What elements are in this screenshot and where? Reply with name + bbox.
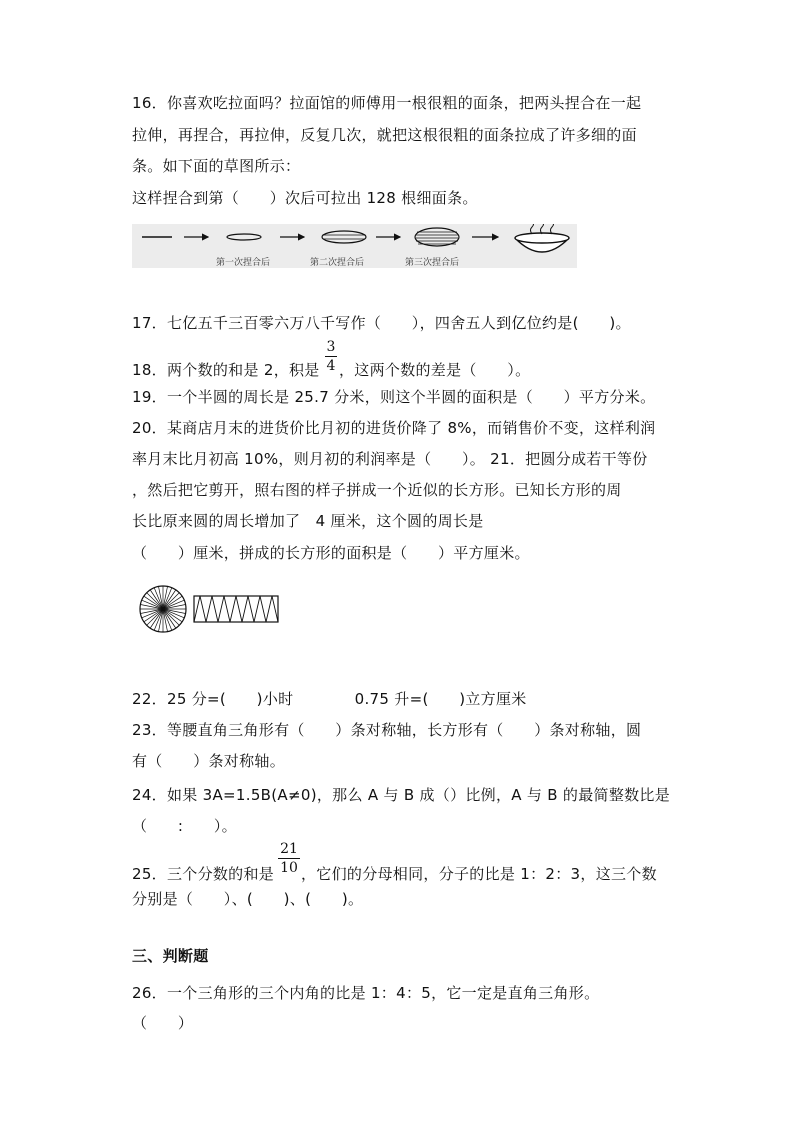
q18-fraction — [325, 339, 337, 374]
caption-third-fold: 第三次捏合后 — [405, 258, 460, 268]
q26-text-line1: 26．一个三角形的三个内角的比是 1：4：5，它一定是直角三角形。 — [132, 984, 600, 1002]
q16-text-line1: 16．你喜欢吃拉面吗？拉面馆的师傅用一根很粗的面条，把两头捏合在一起 — [132, 94, 642, 112]
q19-text: 19．一个半圆的周长是 25.7 分米，则这个半圆的面积是（ ）平方分米。 — [132, 388, 656, 406]
q25-numerator: 21 — [280, 841, 298, 857]
q23-text-line1: 23．等腰直角三角形有（ ）条对称轴，长方形有（ ）条对称轴，圆 — [132, 721, 642, 739]
circle-rectangle-figure — [136, 580, 282, 642]
q18-fraction-bar — [325, 356, 337, 357]
q25-fraction-bar — [278, 858, 300, 859]
q25-text-after: ，它们的分母相同，分子的比是 1：2：3，这三个数 — [301, 865, 657, 883]
approx-rectangle-icon — [194, 596, 278, 622]
q24-text-line1: 24．如果 3A=1.5B(A≠0)，那么 A 与 B 成（）比例，A 与 B 的最简整数比是 — [132, 786, 671, 804]
noodle-fold-2 — [322, 231, 366, 243]
q23-text-line2: 有（ ）条对称轴。 — [132, 752, 286, 770]
noodle-stretching-figure — [132, 224, 577, 268]
q24-text-line2: （ : ）。 — [132, 817, 237, 835]
noodle-fold-1 — [227, 234, 261, 240]
q16-text-line2: 拉伸，再捏合，再拉伸，反复几次，就把这根很粗的面条拉成了许多细的面 — [132, 126, 637, 144]
q25-denominator: 10 — [280, 860, 298, 876]
q16-text-line3: 条。如下面的草图所示： — [132, 157, 301, 175]
q25-text-before: 25．三个分数的和是 — [132, 865, 275, 883]
q21-text-line1: ，然后把它剪开，照右图的样子拼成一个近似的长方形。已知长方形的周 — [132, 481, 622, 499]
q21-text-line2: 长比原来圆的周长增加了 4 厘米，这个圆的周长是 — [132, 512, 484, 530]
q18-denominator: 4 — [326, 358, 336, 374]
q26-text-line2: （ ） — [132, 1014, 194, 1032]
q20-text-line2: 率月末比月初高 10%，则月初的利润率是（ ）。 21．把圆分成若干等份 — [132, 450, 648, 468]
q21-text-line3: （ ）厘米，拼成的长方形的面积是（ ）平方厘米。 — [132, 544, 530, 562]
q25-fraction — [278, 841, 300, 876]
q18-text-before: 18．两个数的和是 2，积是 — [132, 361, 320, 379]
noodle-fold-3 — [415, 228, 459, 246]
q25-text-line2: 分别是（ ）、( )、( )。 — [132, 890, 364, 908]
q16-text-line4: 这样捏合到第（ ）次后可拉出 128 根细面条。 — [132, 189, 478, 207]
section-heading-judgment: 三、判断题 — [132, 947, 209, 965]
q18-text-after: ，这两个数的差是（ ）。 — [339, 361, 531, 379]
q22-text: 22．25 分=( )小时 0.75 升=( )立方厘米 — [132, 690, 527, 708]
q20-text-line1: 20．某商店月末的进货价比月初的进货价降了 8%，而销售价不变，这样利润 — [132, 419, 656, 437]
circle-sector-diagram — [136, 580, 282, 638]
q17-text: 17．七亿五千三百零六万八千写作（ ），四舍五人到亿位约是( )。 — [132, 314, 631, 332]
caption-first-fold: 第一次捏合后 — [216, 258, 271, 268]
caption-second-fold: 第二次捏合后 — [310, 258, 365, 268]
noodle-bowl-icon — [515, 224, 569, 252]
segmented-circle-icon — [140, 586, 186, 632]
q18-numerator: 3 — [326, 339, 336, 355]
